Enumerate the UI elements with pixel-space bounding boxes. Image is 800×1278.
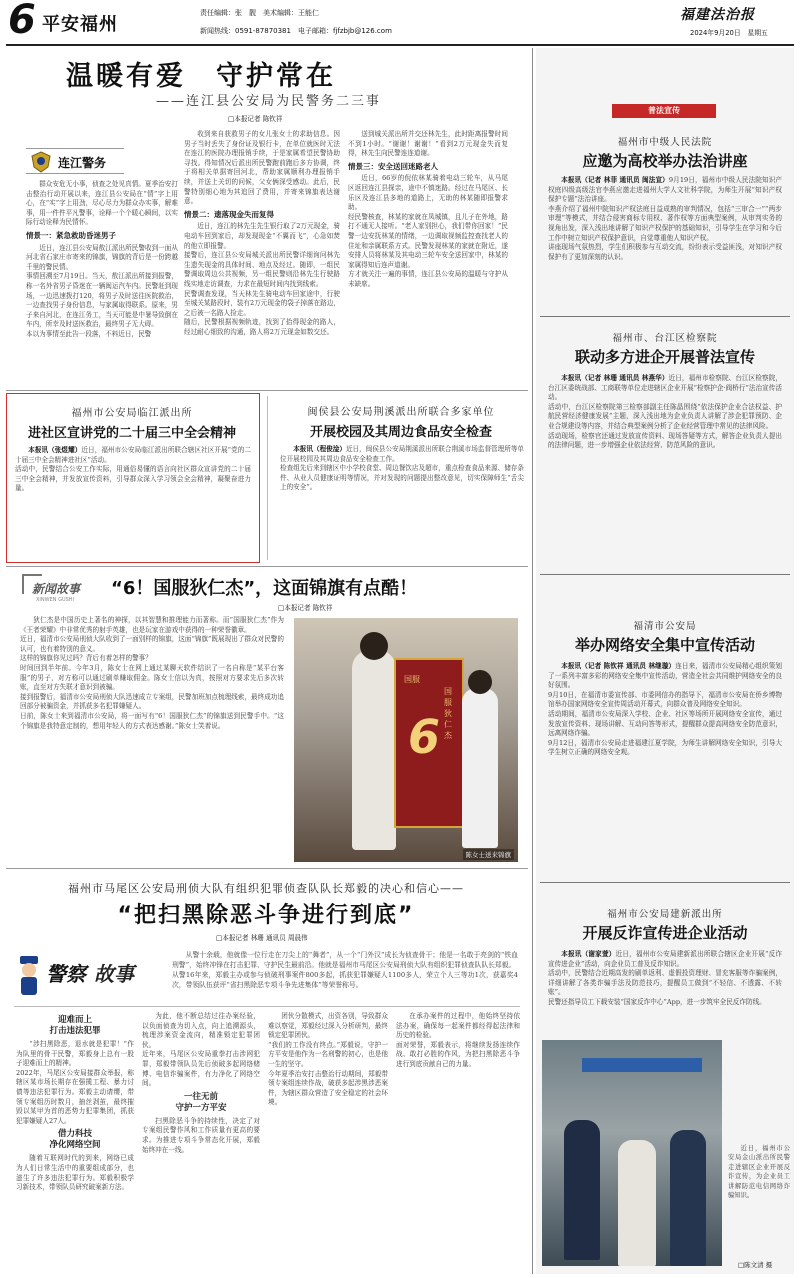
mid-right-title: 开展校园及其周边食品安全检查 [309, 425, 492, 440]
lead-sub2 [184, 210, 340, 220]
police-badge-icon [30, 151, 52, 173]
mid-left-para [15, 446, 251, 494]
lead-col2-body2: 近日，连江的林先生先生银行取了2万元现金，骑电动车回到家后，却发现现金“不翼而飞”，心急如焚的他立即报警。 接警后，连江县公安局城关派出所民警详细询问林先生遗失现金的具体时间、地点及经过。随即，一组民警调取周边公共视频，另一组民警则沿林先生行驶路线实地走访调查，力求在最短时间内找到线索。 民警调查发现，当天林先生骑电动车回家途中，行驶至城关某路段时，装有2万元现金的袋子掉落在路边，之后被一名路人捡走。 随后，民警根据视频轨迹，找到了拾得现金的路人，经过耐心细致的沟通，路人将2万元现金如数交还。 [184, 222, 340, 336]
mid-right-story [274, 393, 528, 563]
pennant-banner [394, 658, 464, 828]
editor-line: 责任编辑：张 靓 美术编辑：王能仁 [200, 9, 319, 17]
right3-kicker: 福清市公安局 [633, 621, 697, 632]
right3-para [548, 662, 782, 758]
right-col-tag: 普法宣传 [612, 104, 716, 118]
bottom-col2-text: 为此，他不断总结过往办案经验，以负面侦查为切入点，向上追溯源头，梳理涉案资金流向，精准锁定犯罪团伙。 近年来，马尾区公安局重拳打击涉网犯罪，郑毅带领队员先后侦破多起网络赌博、电信诈骗案件，有力净化了网络空间。 [142, 1012, 260, 1088]
lead-col1 [26, 180, 178, 390]
section-name: 平安福州 [42, 14, 118, 35]
bottom-story [6, 870, 528, 1274]
news-logo-text: 新闻故事 [32, 582, 81, 596]
lead-title: 温暖有爱 守护常在 [66, 61, 336, 92]
right4-body [548, 950, 782, 1034]
police-cartoon-icon [16, 954, 42, 998]
police-story-logo [14, 948, 164, 1002]
bottom-col1b-text: 随着互联网时代的到来，网络已成为人们日常生活中的重要组成部分，也滋生了许多违法犯罪行为。郑毅积极学习新技术，带领队员研究破案新方法。 [16, 1154, 134, 1192]
news-bottom-rule [6, 868, 528, 869]
mid-left-title: 进社区宣讲党的二十届三中全会精神 [27, 426, 236, 441]
news-body-text: 狄仁杰是中国历史上著名的神探，以其智慧和推理能力而著称。而“国服狄仁杰”作为《王者荣耀》中非常优秀的射手英雄，也是玩家在游戏中获得的一种荣誉徽章。 近日，福清市公安局刑侦大队收到了一面别样的锦旗，这面“锦旗”既展现出了群众对民警的认可，也有着特别的意义。 这样的锦旗你见过吗？背后有着怎样的警事？ 时间回到半年前。今年3月，陈女士在网上通过某聊天软件结识了一名自称是“某平台客服”的男子，对方称可以通过刷单赚取佣金。陈女士信以为真，按照对方要求先后多次转账，直至对方失联才意识到被骗。 接到报警后，福清市公安局刑侦大队迅速成立专案组，民警加班加点梳理线索，最终成功追回部分被骗资金，并抓获多名犯罪嫌疑人。 日前，陈女士来到福清市公安局，将一面写有“6！国服狄仁杰”的锦旗送到民警手中。“这个锦旗是我特意定制的，想用年轻人的方式表达感谢。”陈女士笑着说。 [20, 616, 284, 730]
bottom-intro [172, 950, 518, 1000]
right-photo [542, 1040, 722, 1266]
lead-subtitle: ——连江县公安局为民警务二三事 [156, 94, 382, 109]
mid-bottom-rule [6, 566, 528, 567]
mid-right-para [280, 445, 524, 493]
right4-title: 开展反诈宣传进企业活动 [582, 924, 748, 942]
date-line: 2024年9月20日 星期五 [690, 29, 768, 37]
right-photo-credit: □陈文清 摄 [738, 1261, 773, 1269]
right3-text: 连日来，福清市公安局精心组织策划了一系列丰富多彩的网络安全集中宣传活动，营造全社会共同维护网络安全的良好氛围。 9月10日，在福清市委宣传部、市委网信办的指导下，福清市公安局在侨乡博物馆举办国家网络安全宣传周活动开幕式，向群众普及网络安全知识。 活动期间，福清市公安局深入学校、企业、社区等场所开展网络安全宣传，通过发放宣传资料、现场讲解、互动问答等形式，提醒群众提高网络安全防范意识，远离网络诈骗。 9月12日，福清市公安局走进福建江夏学院，为师生讲解网络安全知识，引导大学生树立正确的网络安全观。 [548, 662, 782, 757]
right-col-divider [532, 48, 533, 1274]
mid-left-story [6, 393, 260, 563]
right2-kicker: 福州市、台江区检察院 [612, 333, 718, 344]
bottom-col2 [142, 1012, 260, 1272]
person-figure-right [462, 688, 498, 848]
right-rule-3 [540, 882, 790, 883]
mid-right-body [280, 445, 524, 557]
lead-col2-body: 收到来自获救男子的女儿张女士的求助信息。因男子当时丢失了身份证及银行卡，在单位就医时无法在连江的医院办理报销手续，于是家属希望民警协助寻找。得知情况后派出所民警跑前跑后多方协调，终于将相关单据寄回河北，帮助家属顺利办理报销手续，并送上关切的问候，父女俩深受感动。此后，民警特别细心地为其追回了费用，并寄来锦旗表达谢意。 [184, 130, 340, 206]
right-rule-2 [540, 574, 790, 575]
right2-para [548, 374, 782, 451]
bottom-sub3a: 一往无前 [183, 1091, 218, 1102]
right2-text: 近日，福州市检察院、台江区检察院，台江区委统战部、工商联等单位走进辖区企业开展“检察护企·阀桥行”法治宣传活动。 活动中，台江区检察院第三检察部副主任陈晶围绕“依法保护企业合法权益、护航民营经济健康发展”主题，深入浅出地为企业负责人讲解了涉企犯罪预防、企业合规建设等内容，并结合典型案例分析了企业经营管理中常见的法律风险。 活动现场，检察官还通过发放宣传资料、现场答疑等方式，解答企业负责人提出的法律问题，进一步增强企业依法经营、防范风险的意识。 [548, 374, 782, 450]
contact-line: 新闻热线：0591-87870381 电子邮箱：fjfzbjb@126.com [200, 27, 392, 35]
mid-right-text: 近日，闽侯县公安局荆溪派出所联合荆溪市场监督管理所等单位开展校园及其周边食品安全检查工作。 检查组先后来到辖区中小学校食堂、周边餐饮店及超市，重点检查食品来源、储存条件、从业人员健康证明等情况，并对发现的问题提出整改意见，切实保障师生“舌尖上的安全”。 [280, 445, 524, 492]
pennant-number: 6 [408, 710, 441, 764]
photo-person-1 [564, 1120, 600, 1260]
lead-col3 [348, 130, 508, 390]
bottom-col1 [16, 1012, 134, 1272]
person-figure-left [352, 650, 396, 850]
right1-title: 应邀为高校举办法治讲座 [582, 152, 748, 170]
bottom-sub1b: 打击违法犯罪 [49, 1026, 101, 1036]
bottom-col4-text: 在承办案件的过程中，他始终坚持依法办案，确保每一起案件都经得起法律和历史的检验。 面对荣誉，郑毅表示，将继续发扬连续作战、敢打必胜的作风，为把扫黑除恶斗争进行到底贡献自己的力量。 [396, 1012, 520, 1068]
bottom-col1-text: “涉扫黑除恶，退水就是犯罪！”作为队里的骨干民警，郑毅身上总有一股子迎难而上的精神。 2022年，马尾区公安局接群众举报，称辖区某市场长期存在强揽工程、暴力讨债等违法犯罪行为。郑毅主动请缨，带领专案组历时数月，抽丝剥茧，最终摧毁以某甲为首的恶势力犯罪集团，抓获犯罪嫌疑人27人。 [16, 1040, 134, 1125]
bottom-byline: □本报记者 林珊 通讯员 周晨伟 [216, 934, 308, 942]
lead-sub3-text: 情景三：安全送回迷路老人 [348, 161, 438, 171]
right1-text: 9月19日，福州市中级人民法院知识产权庭四级高级法官李燕应邀走进福州大学人文社科学院，为师生开展“知识产权保护专题”法治讲座。 李燕介绍了福州中院知识产权法庭日益成熟的审判情况，包括“三审合一”“两步审理”等模式，并结合侵害商标专用权、著作权等方面典型案例，从审判实务的视角出发，深入浅出地讲解了知识产权保护的基础知识，引导学生在学习和今后工作中树立知识产权保护意识，自觉尊重他人知识产权。 讲座现场气氛热烈，学生们积极参与互动交流，纷纷表示受益匪浅，对知识产权保护有了更加深刻的认识。 [548, 176, 782, 261]
police-logo-b: 故事 [94, 962, 134, 986]
right4-byline: 本报讯（谢家萱） [561, 950, 616, 958]
bottom-title: “把扫黑除恶斗争进行到底” [117, 903, 415, 928]
lead-intro: 群众安危无小事，侦查之处见真情。夏季治安打击整治行动开展以来，连江县公安局在“情”字上用心，在“实”字上用劲，尽心尽力为群众办实事，解难事，用一件件平凡警事，诠释一个个暖心瞬间，以实际行动诠释为民情怀。 [26, 180, 178, 227]
lead-sub2-text: 情景二：遗落现金失而复得 [184, 209, 274, 219]
bottom-sub2b: 净化网络空间 [49, 1140, 101, 1151]
news-photo [294, 618, 518, 862]
right2-title: 联动多方进企开展普法宣传 [574, 348, 755, 366]
right1-body [548, 176, 782, 314]
news-byline: □本报记者 陈钦祥 [278, 604, 333, 612]
right3-title: 举办网络安全集中宣传活动 [574, 636, 755, 654]
lead-col2 [184, 130, 340, 390]
lead-sub1-text: 情景一：紧急救助昏迷男子 [26, 230, 116, 240]
right1-para [548, 176, 782, 262]
right-photo-caption-text: 近日，福州市公安局金山派出所民警走进辖区企业开展反诈宣传，为企业员工讲解防范电信网络诈骗知识。 [728, 1145, 790, 1200]
news-photo-caption: 陈女士送来锦旗 [463, 849, 515, 860]
bottom-kicker: 福州市马尾区公安局刑侦大队有组织犯罪侦查队队长郑毅的决心和信心—— [68, 882, 464, 895]
photo-person-3 [670, 1130, 706, 1266]
lead-sub1 [26, 231, 178, 241]
bottom-col2b-text: 扫黑除恶斗争的持续性，决定了对专案组民警作风和工作质量有更高的要求。为推进专项斗争常态化开展，郑毅始终冲在一线。 [142, 1116, 260, 1154]
masthead [0, 0, 800, 44]
bottom-col4 [396, 1012, 520, 1272]
lead-badge [26, 148, 124, 174]
lead-badge-label: 连江警务 [58, 156, 107, 170]
right-photo-caption [728, 1144, 790, 1250]
bottom-sub1 [16, 1015, 134, 1037]
right-story-4 [540, 886, 790, 1036]
bottom-sub2a: 借力科技 [57, 1129, 92, 1140]
right3-byline: 本报讯（记者 陈钦祥 通讯员 林继璇） [561, 662, 676, 670]
page-number: 6 [8, 0, 36, 43]
lead-story [6, 48, 528, 388]
lead-byline: □本报记者 陈钦祥 [228, 115, 283, 123]
mid-right-byline: 本报讯（程俊淦） [293, 445, 346, 453]
mid-left-text: 近日，福州市公安局临江派出所联合辖区社区开展“党的二十届三中全会精神进社区”活动。 活动中，民警结合公安工作实际，用通俗易懂的语言向社区群众宣讲党的二十届三中全会精神，并发放宣传资料，引导群众深入学习领会全会精神，凝聚奋进力量。 [15, 446, 251, 493]
right3-body [548, 662, 782, 876]
news-title: “6！国服狄仁杰”，这面锦旗有点酷！ [111, 578, 418, 599]
lead-bottom-rule [6, 390, 528, 391]
mid-divider [267, 396, 268, 560]
bottom-intro-rule [14, 1006, 520, 1007]
pennant-flag-label: 国服 [404, 675, 420, 684]
mid-left-kicker: 福州市公安局临江派出所 [71, 408, 193, 419]
person-head-right [468, 670, 492, 694]
photo-banner-strip [582, 1058, 702, 1072]
news-body [20, 616, 284, 864]
lead-sub3 [348, 162, 508, 172]
bottom-sub3 [142, 1092, 260, 1114]
bottom-col3-text: 团伙分散模式，出资各别，导致群众难以察觉，郑毅经过深入分析研判，最终锁定犯罪团伙。 “我们的工作没有终点。”郑毅说，守护一方平安是他作为一名刑警的初心，也是他一生的坚守。 今年夏季治安打击整治行动期间，郑毅带领专案组连续作战，破获多起涉黑涉恶案件，为辖区群众营造了安全稳定的社会环境。 [268, 1012, 388, 1107]
police-logo-a: 警察 [46, 962, 86, 986]
photo-person-2 [618, 1140, 656, 1266]
right-story-1 [540, 124, 790, 314]
right1-kicker: 福州市中级人民法院 [617, 137, 713, 148]
right1-byline: 本报讯（记者 林菲 通讯员 闽法宣） [561, 176, 669, 184]
bottom-col3 [268, 1012, 388, 1272]
bottom-sub2 [16, 1129, 134, 1151]
right-story-3 [540, 578, 790, 878]
right4-para [548, 950, 782, 1008]
right-rule-1 [540, 316, 790, 317]
person-head-left [360, 632, 388, 660]
bottom-sub3b: 守护一方平安 [175, 1102, 227, 1113]
bottom-sub1a: 迎难而上 [57, 1015, 92, 1025]
mid-left-byline: 本报讯（张煜耀） [28, 446, 82, 454]
right2-body [548, 374, 782, 568]
news-story [6, 568, 528, 868]
right-story-2 [540, 320, 790, 570]
right4-kicker: 福州市公安局建新派出所 [607, 909, 723, 920]
lead-col1-body: 近日，连江县公安局敖江派出所民警收到一面从河北省石家庄市寄来的锦旗，锦旗的背后是一份跨越千里的警民情。 事情回溯至7月19日。当天，敖江派出所接到报警，称一名外省男子昏迷在一辆闽运汽车内。民警赶到现场，一边迅速拨打120，将男子及时送往医院救治，一边查找男子身份信息，与家属取得联系。原来，男子来自河北，在连江务工，当天可能是中暑导致倒在车内，所幸及时送医救治，最终男子无大碍。 本以为事情至此告一段落，不料近日，民警 [26, 243, 178, 338]
masthead-rule [6, 44, 794, 46]
pennant-side-text: 国服狄仁杰 [444, 687, 452, 740]
mid-left-body [15, 446, 251, 558]
right2-byline: 本报讯（记者 林珊 通讯员 林燕华） [561, 374, 669, 382]
lead-col3-body2: 近日，66岁的倪依林某骑着电动三轮车，从马尾区返回连江县探亲，途中不慎迷路。经过在马尾区、长乐区及连江县多地的道路上，无助的林某随即报警求助。 经民警核查，林某的家就在凤城镇，且儿子在外地，路打不通无人接听。“老人家别担心，我们带你回家！”民警一边安抚林某的情绪，一边调取视频监控查找老人的住址和亲属联系方式。民警发现林某的家就在附近，遂安排人员将林某及其电动三轮车安全送回家中，林某的家属得知后连声道谢。 方才就关注一遍的事情，连江县公安局的温暖与守护从未缺席。 [348, 174, 508, 288]
news-logo [22, 574, 102, 608]
lead-col3-body: 送到城关派出所并交还林先生，此时距离报警时间不到1小时。“谢谢！谢谢！”看到2万元现金失而复得，林先生向民警连连道谢。 [348, 130, 508, 158]
mid-right-kicker: 闽侯县公安局荆溪派出所联合多家单位 [307, 407, 495, 418]
bottom-intro-text: 从警十余载，他就像一位行走在刀尖上的“舞者”，从一个“门外汉”成长为侦查骨干；他是一名敢于亮剑的“铁血刑警”，始终冲锋在打击犯罪、守护民生最前沿。他就是福州市马尾区公安局刑侦大队有组织犯罪侦查队队长郑毅。 从警16年来，郑毅主办或参与侦破刑事案件800多起，抓获犯罪嫌疑人1100多人，荣立个人三等功1次，获嘉奖4次，带领队伍获评“省扫黑除恶专项斗争先进集体”等荣誉称号。 [172, 951, 518, 989]
news-logo-en: XINWEN GUSHI [36, 597, 75, 603]
paper-name: 福建法治报 [680, 7, 755, 23]
right4-text: 近日，福州市公安局建新派出所联合辖区企业开展“反诈宣传进企业”活动，向企业员工普及反诈知识。 活动中，民警结合近期高发的刷单返利、虚假投资理财、冒充客服等诈骗案例，详细讲解了各类诈骗手法及防范技巧，提醒员工做到“不轻信、不透露、不转账”。 民警还指导员工下载安装“国家反诈中心”App，进一步筑牢全民反诈防线。 [548, 950, 782, 1006]
